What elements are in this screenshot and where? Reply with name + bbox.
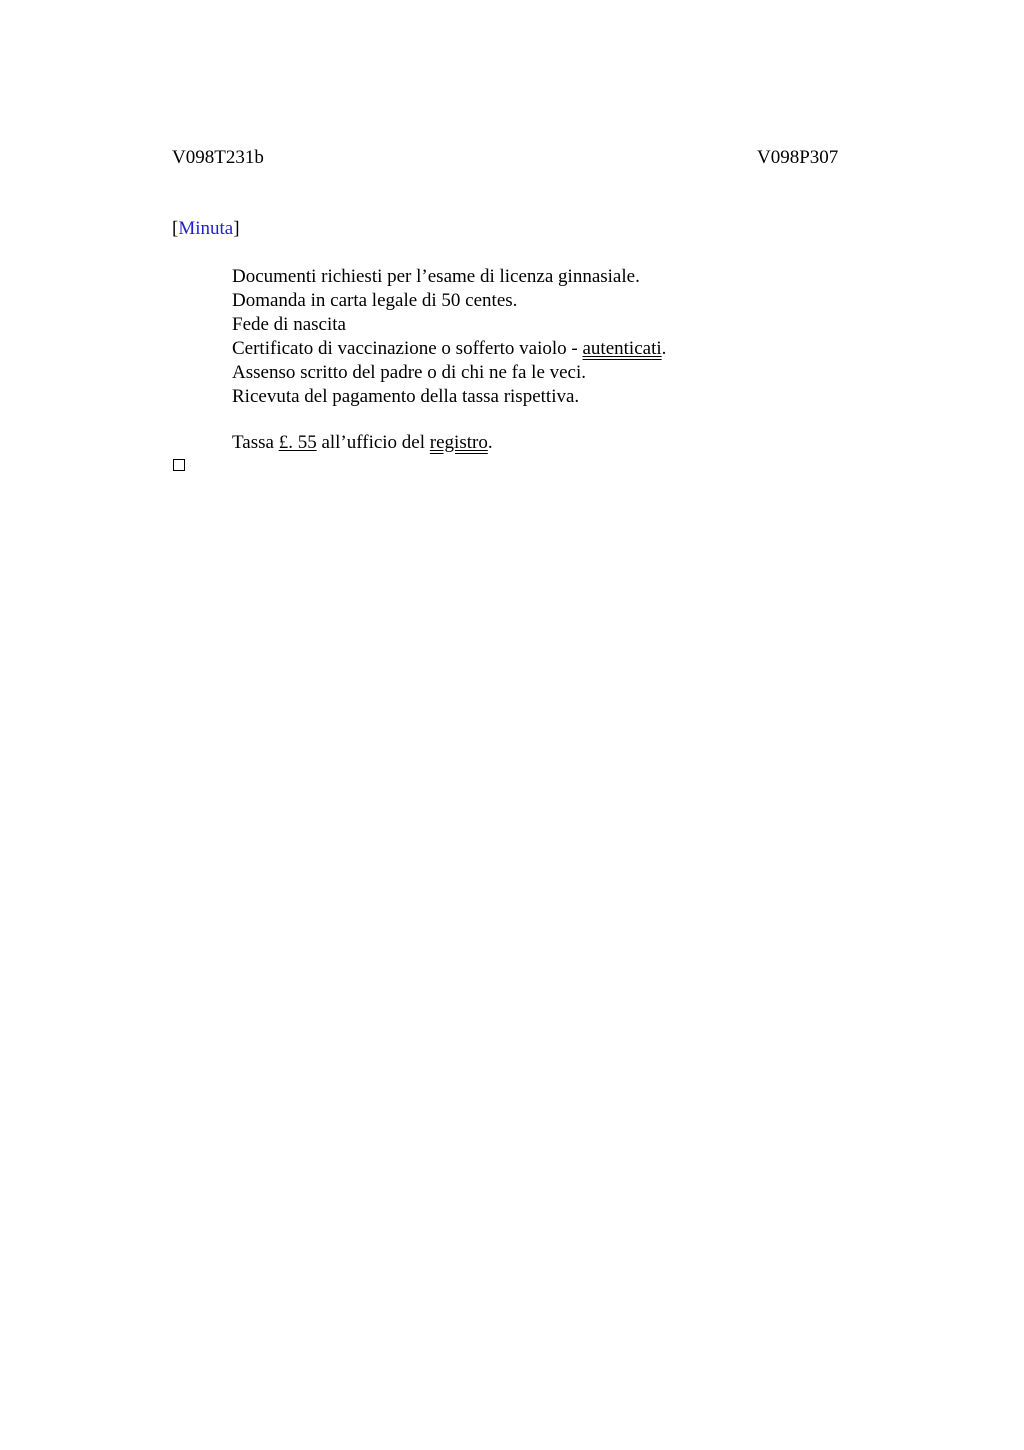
body-line-domanda: Domanda in carta legale di 50 centes.: [232, 290, 518, 311]
heading-label: Minuta: [178, 218, 234, 239]
tax-line: [232, 431, 493, 455]
heading-open-bracket: [: [172, 218, 179, 239]
cert-underlined-word: autenticati: [582, 338, 662, 359]
document-body: [232, 265, 666, 409]
tax-prefix: Tassa: [232, 432, 279, 453]
document-code-left: V098T231b: [172, 147, 264, 168]
body-line-fede: Fede di nascita: [232, 314, 346, 335]
cert-suffix: .: [661, 338, 667, 359]
tax-middle: all’ufficio del: [316, 432, 430, 453]
tax-amount: £. 55: [278, 432, 317, 453]
end-marker-box-icon: [173, 459, 185, 471]
body-line-assenso: Assenso scritto del padre o di chi ne fa le veci.: [232, 362, 587, 383]
document-code-right: V098P307: [757, 147, 839, 168]
body-line-ricevuta: Ricevuta del pagamento della tassa rispettiva.: [232, 386, 580, 407]
body-line-title: Documenti richiesti per l’esame di licenza ginnasiale.: [232, 266, 640, 287]
tax-suffix: .: [487, 432, 493, 453]
heading-close-bracket: ]: [233, 218, 240, 239]
tax-place: registro: [429, 432, 488, 453]
body-line-certificato: [232, 337, 666, 361]
cert-prefix: Certificato di vaccinazione o sofferto vaiolo -: [232, 338, 583, 359]
minuta-heading: [172, 217, 240, 241]
